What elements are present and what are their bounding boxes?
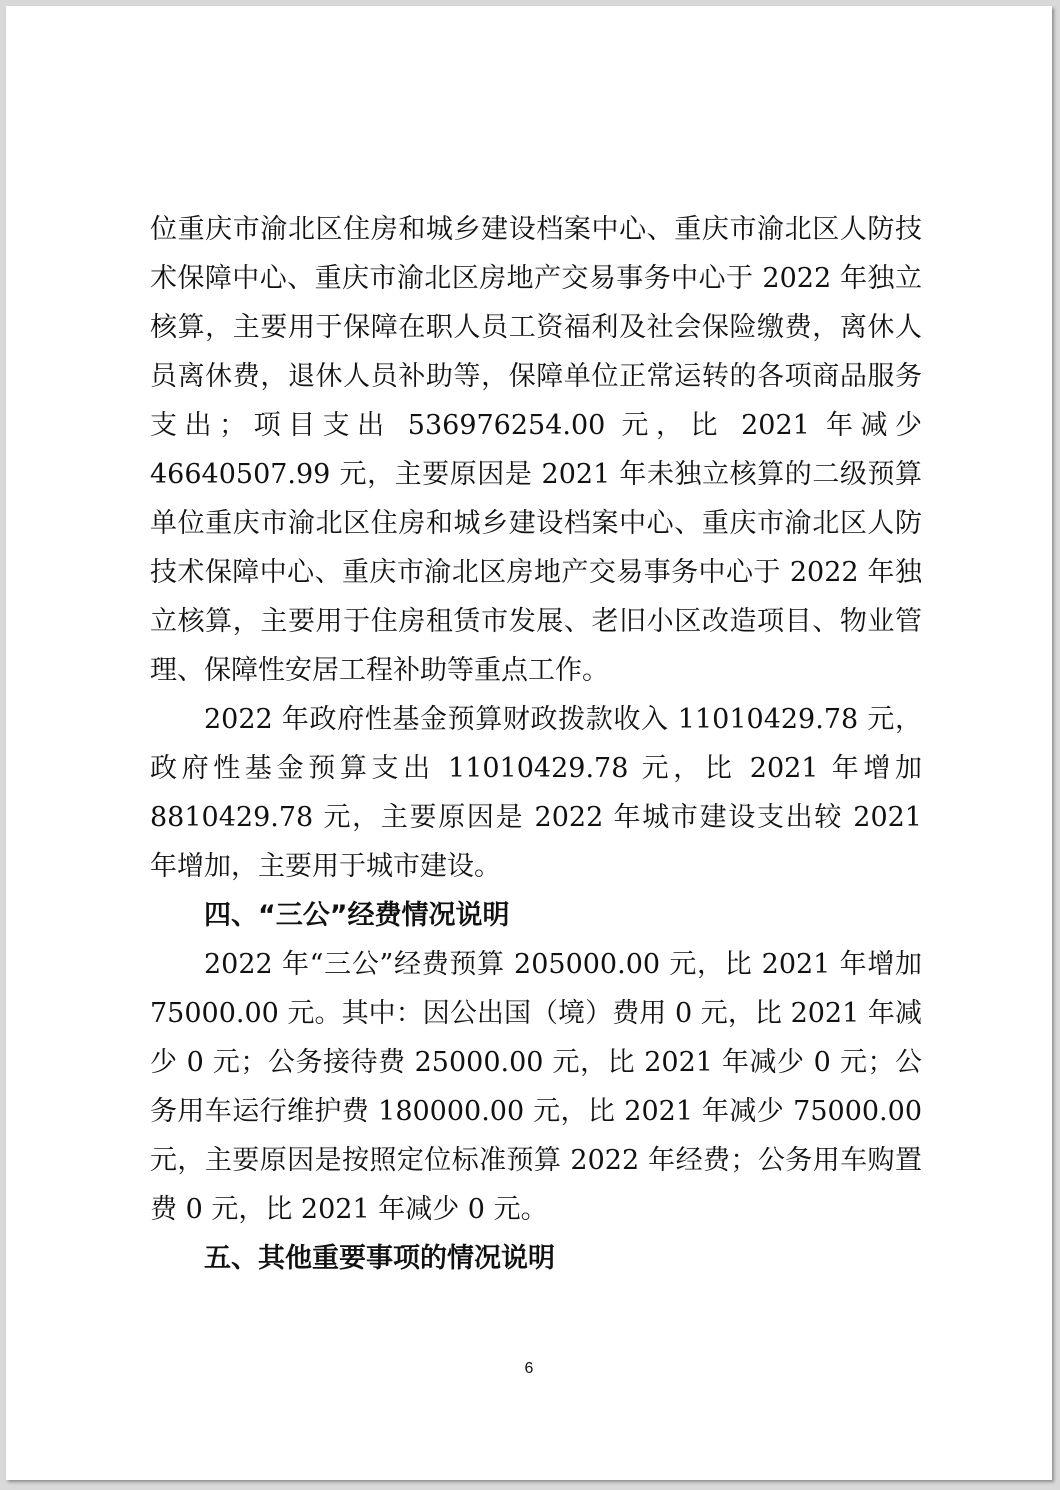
document-page: [6, 6, 1052, 1480]
paragraph-government-fund: 2022 年政府性基金预算财政拨款收入 11010429.78 元，政府性基金预算支出 11010429.78 元，比 2021 年增加 8810429.78 元，主要原因是 2022 年城市建设支出较 2021 年增加，主要用于城市建设。: [150, 704, 922, 882]
paragraph-budget-continuation: 位重庆市渝北区住房和城乡建设档案中心、重庆市渝北区人防技术保障中心、重庆市渝北区房地产交易事务中心于 2022 年独立核算，主要用于保障在职人员工资福利及社会保险缴费，离休人员离休费，退休人员补助等，保障单位正常运转的各项商品服务支出；项目支出 536976254.00 元，比 2021 年减少 46640507.99 元，主要原因是 2021 年未独立核算的二级预算单位重庆市渝北区住房和城乡建设档案中心、重庆市渝北区人防技术保障中心、重庆市渝北区房地产交易事务中心于 2022 年独立核算，主要用于住房租赁市发展、老旧小区改造项目、物业管理、保障性安居工程补助等重点工作。: [150, 214, 922, 686]
section-heading-three-public: 四、“三公”经费情况说明: [204, 900, 510, 931]
page-number: 6: [524, 1360, 534, 1377]
paragraph-three-public-expenses: 2022 年“三公”经费预算 205000.00 元，比 2021 年增加 75000.00 元。其中：因公出国（境）费用 0 元，比 2021 年减少 0 元；公务接待费 25000.00 元，比 2021 年减少 0 元；公务用车运行维护费 180000.00 元，比 2021 年减少 75000.00 元，主要原因是按照定位标准预算 2022 年经费；公务用车购置费 0 元，比 2021 年减少 0 元。: [150, 949, 922, 1225]
section-heading-other-matters: 五、其他重要事项的情况说明: [204, 1243, 555, 1274]
document-body: [150, 205, 922, 1283]
